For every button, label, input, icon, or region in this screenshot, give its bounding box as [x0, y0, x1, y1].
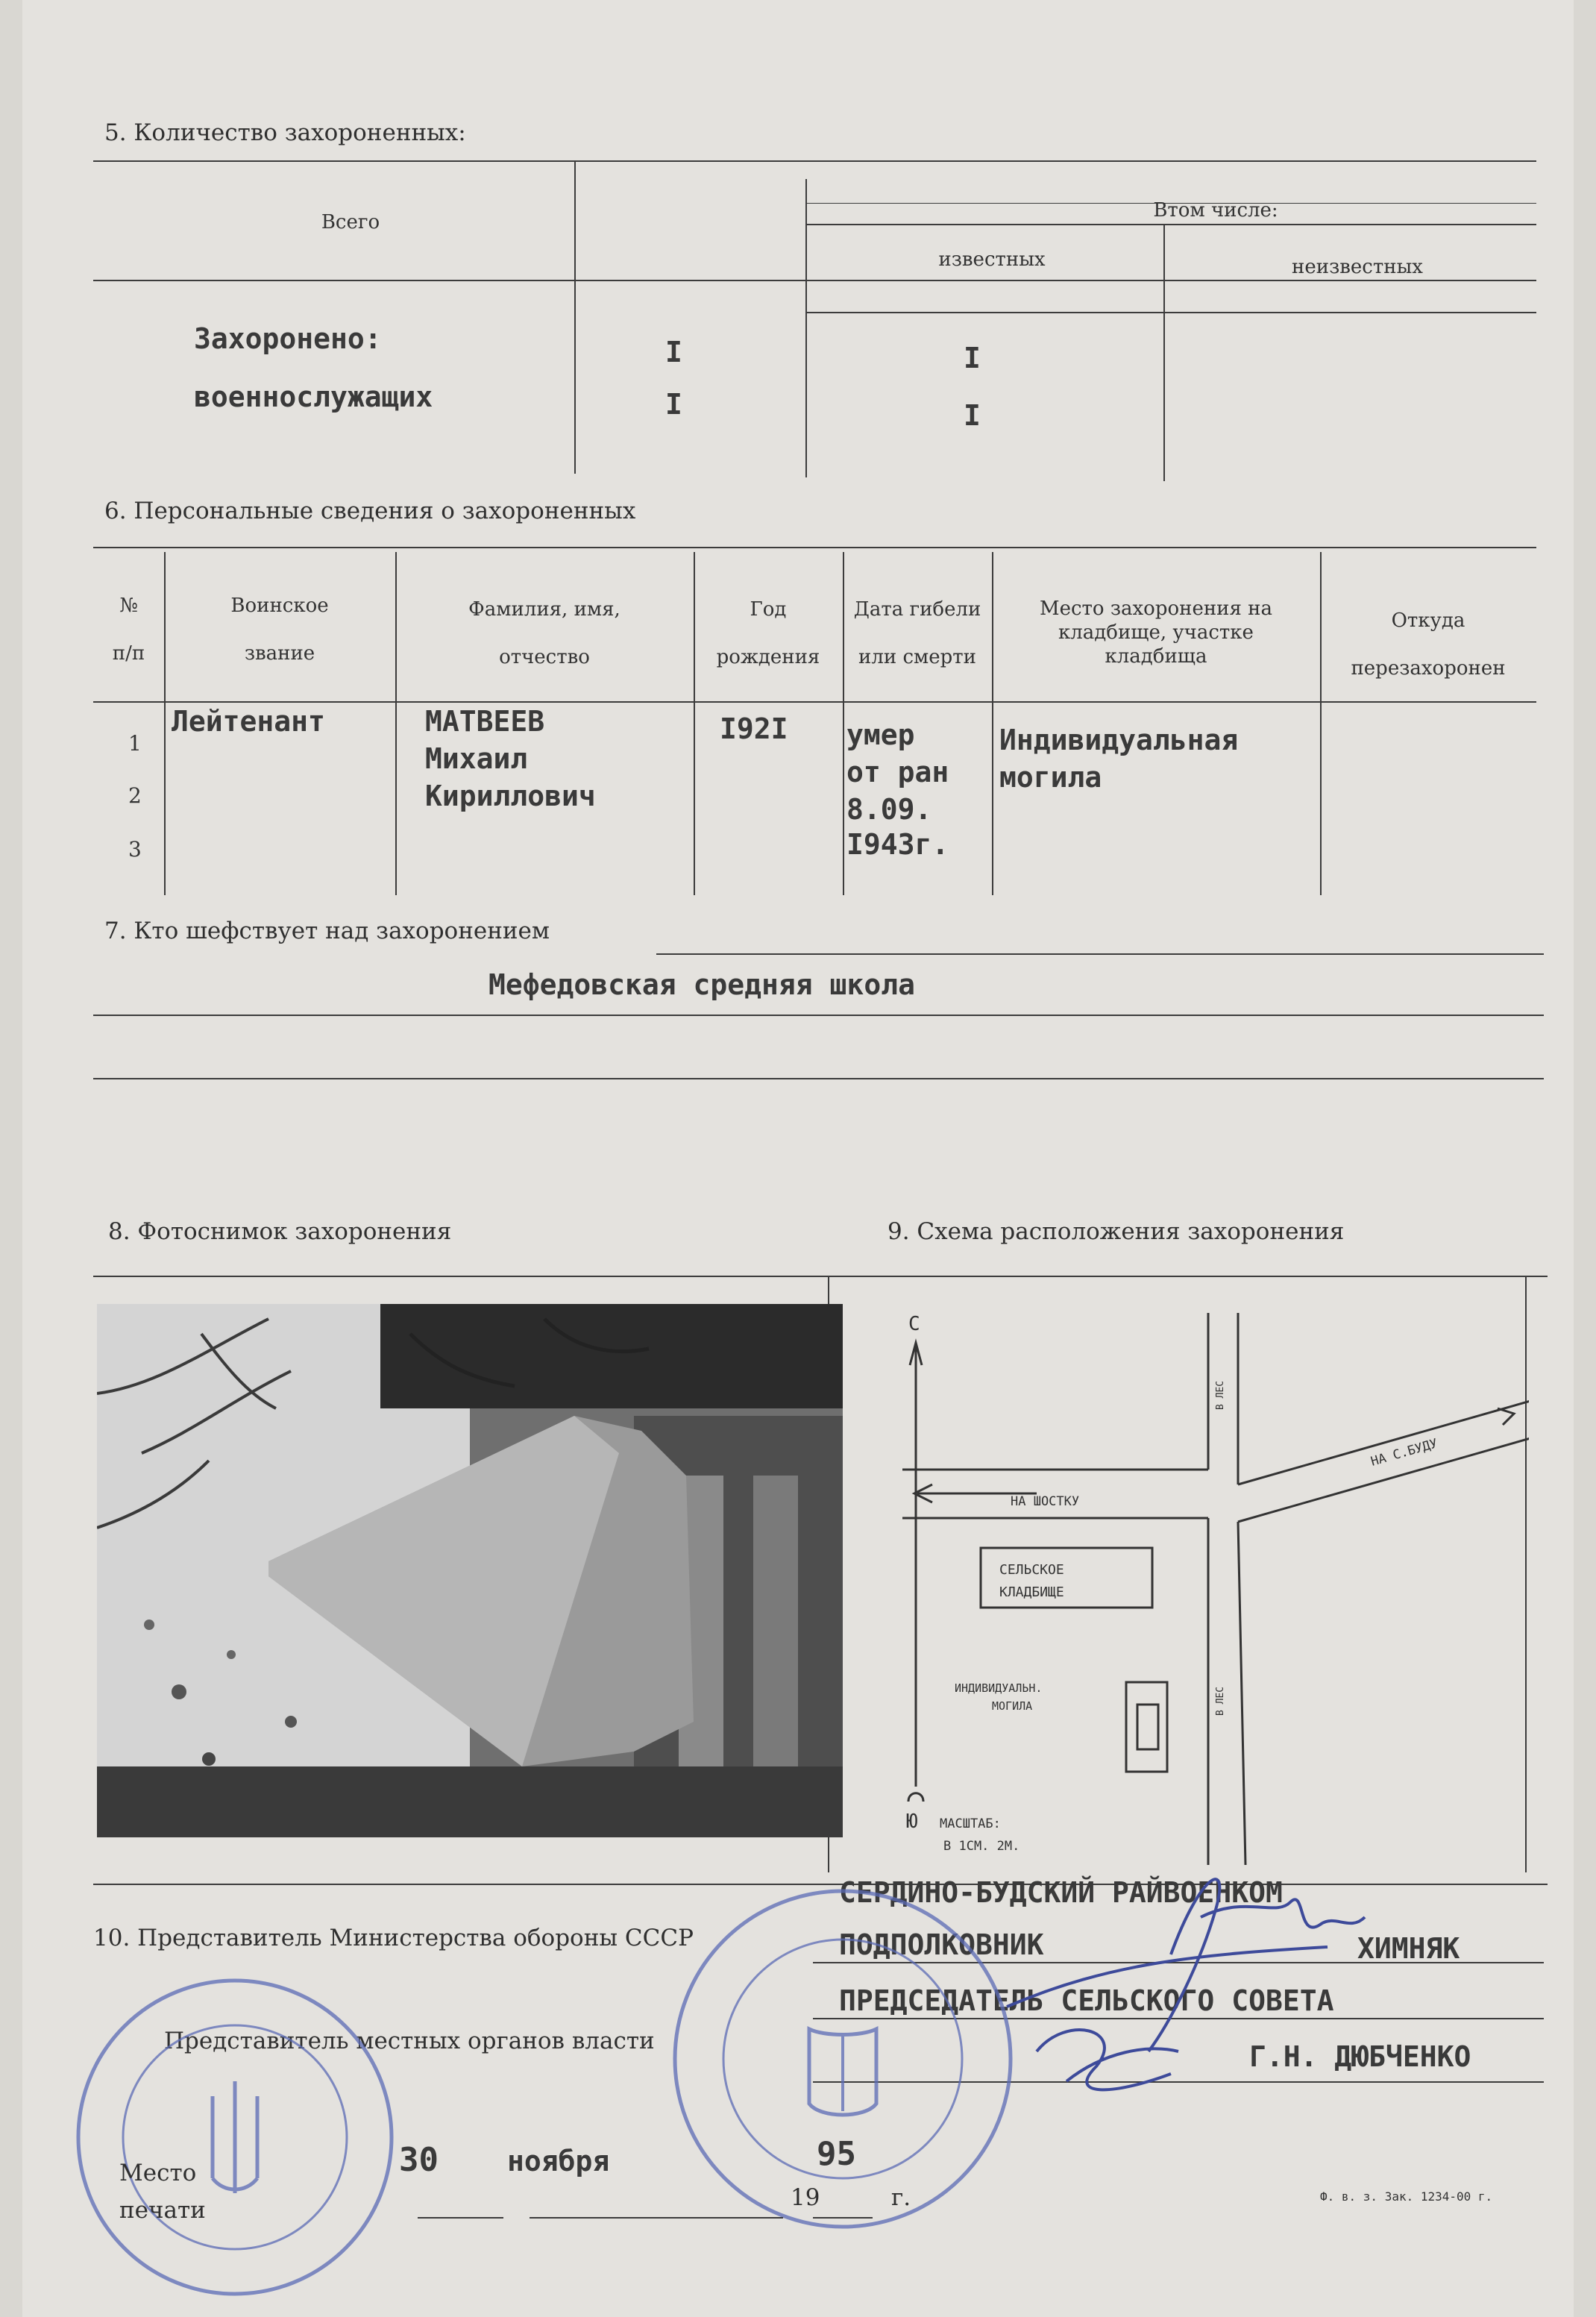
- section7-line-2: [93, 1015, 1544, 1016]
- signature-mark: [977, 1828, 1424, 2111]
- col-known-header: известных: [938, 248, 1046, 271]
- record-name-3: Кириллович: [425, 780, 596, 812]
- table5-row-line: [805, 312, 1536, 313]
- row-num-2: 2: [128, 783, 142, 808]
- table5-sub-line2: [805, 224, 1536, 225]
- burial-photo-image: [97, 1304, 843, 1837]
- record-name-1: МАТВЕЕВ: [425, 705, 545, 738]
- header-num: № п/п: [112, 595, 145, 665]
- header-death-date: Дата гибели или смерти: [853, 598, 981, 668]
- known-count-1: I: [964, 342, 981, 374]
- print-info: Ф. в. з. Зак. 1234-00 г.: [1320, 2189, 1493, 2204]
- stamp-place-label-1: Место: [119, 2160, 197, 2186]
- road-south-label: В ЛЕС: [1215, 1686, 1226, 1716]
- document-sheet: [22, 0, 1574, 2317]
- round-stamp-center: [664, 1880, 1022, 2238]
- section6-title: 6. Персональные сведения о захороненных: [104, 498, 636, 524]
- col-unknown-header: неизвестных: [1292, 256, 1423, 278]
- table5-vline-2: [805, 179, 807, 477]
- date-month-line: [530, 2217, 783, 2219]
- table5-vline-1: [574, 160, 576, 474]
- row-num-3: 3: [128, 837, 142, 862]
- local-authority-title: Представитель местных органов власти: [164, 2028, 655, 2054]
- schema-map: [887, 1298, 1529, 1872]
- section7-title: 7. Кто шефствует над захоронением: [104, 918, 550, 944]
- section7-line-1: [656, 953, 1544, 955]
- buried-label-2: военнослужащих: [194, 380, 433, 413]
- road-north-label: В ЛЕС: [1215, 1380, 1226, 1410]
- grave-label-1: ИНДИВИДУАЛЬН.: [955, 1681, 1043, 1695]
- grave-label-2: МОГИЛА: [992, 1699, 1033, 1713]
- total-count-2: I: [665, 388, 682, 421]
- typed-military-office: СЕРДИНО-БУДСКИЙ РАЙВОЕНКОМ: [839, 1876, 1283, 1909]
- cemetery-label-2: КЛАДБИЩЕ: [999, 1584, 1064, 1600]
- date-day: 30: [399, 2141, 439, 2179]
- row-num-1: 1: [128, 731, 142, 756]
- record-death-4: I943г.: [846, 828, 949, 861]
- table5-head-bottom: [93, 280, 1536, 281]
- buried-label-1: Захоронено:: [194, 322, 382, 355]
- section9-title: 9. Схема расположения захоронения: [887, 1218, 1345, 1245]
- header-burial-place: Место захоронения на кладбище, участке кладбища: [1039, 598, 1273, 668]
- date-year-line: [813, 2217, 873, 2219]
- section8-title: 8. Фотоснимок захоронения: [108, 1218, 452, 1245]
- section7-line-3: [93, 1078, 1544, 1079]
- table5-top-line: [93, 160, 1536, 162]
- date-suffix: г.: [891, 2184, 911, 2211]
- record-name-2: Михаил: [425, 742, 528, 775]
- date-year: 95: [817, 2135, 856, 2173]
- header-reburied-from: Откуда перезахоронен: [1351, 609, 1506, 680]
- known-count-2: I: [964, 399, 981, 432]
- north-label: С: [908, 1313, 920, 1335]
- total-count-1: I: [665, 336, 682, 369]
- section5-title: 5. Количество захороненных:: [104, 119, 466, 146]
- burial-photo: [97, 1304, 843, 1837]
- record-rank: Лейтенант: [172, 705, 325, 738]
- stamp-place-label-2: печати: [119, 2197, 206, 2224]
- table5-vline-3: [1163, 224, 1165, 481]
- date-month: ноября: [507, 2145, 610, 2178]
- typed-surname-2: Г.Н. ДЮБЧЕНКО: [1249, 2040, 1471, 2073]
- typed-rank: ПОДПОЛКОВНИК: [839, 1928, 1044, 1961]
- cemetery-label-1: СЕЛЬСКОЕ: [999, 1562, 1064, 1578]
- header-name: Фамилия, имя, отчество: [468, 598, 621, 668]
- photo-frame-top: [93, 1276, 1548, 1277]
- round-stamp-left: [60, 1969, 410, 2305]
- col-including-header: Втом числе:: [1153, 199, 1278, 222]
- record-birth-year: I92I: [720, 712, 788, 745]
- road-west-label: НА ШОСТКУ: [1011, 1494, 1080, 1509]
- header-birth-year: Год рождения: [716, 598, 820, 668]
- section10-title: 10. Представитель Министерства обороны СССР: [93, 1925, 694, 1951]
- record-place-2: могила: [999, 761, 1102, 794]
- record-death-1: умер: [846, 718, 915, 751]
- header-rank: Воинское звание: [230, 595, 329, 665]
- typed-surname-1: ХИМНЯК: [1357, 1932, 1460, 1965]
- record-death-3: 8.09.: [846, 793, 932, 826]
- table6-top-line: [93, 547, 1536, 548]
- typed-council-chair: ПРЕДСЕДАТЕЛЬ СЕЛЬСКОГО СОВЕТА: [839, 1984, 1334, 2017]
- col-total-header: Всего: [321, 211, 380, 233]
- record-death-2: от ран: [846, 756, 949, 788]
- date-day-line: [418, 2217, 503, 2219]
- road-east-label: НА С.БУДУ: [1369, 1436, 1439, 1470]
- scale-label-2: В 1СМ. 2М.: [943, 1839, 1020, 1854]
- patron-value: Мефедовская средняя школа: [488, 968, 915, 1001]
- south-label: Ю: [906, 1810, 918, 1833]
- scale-label-1: МАСШТАБ:: [940, 1816, 1001, 1831]
- date-prefix: 19: [791, 2184, 820, 2211]
- record-place-1: Индивидуальная: [999, 724, 1239, 756]
